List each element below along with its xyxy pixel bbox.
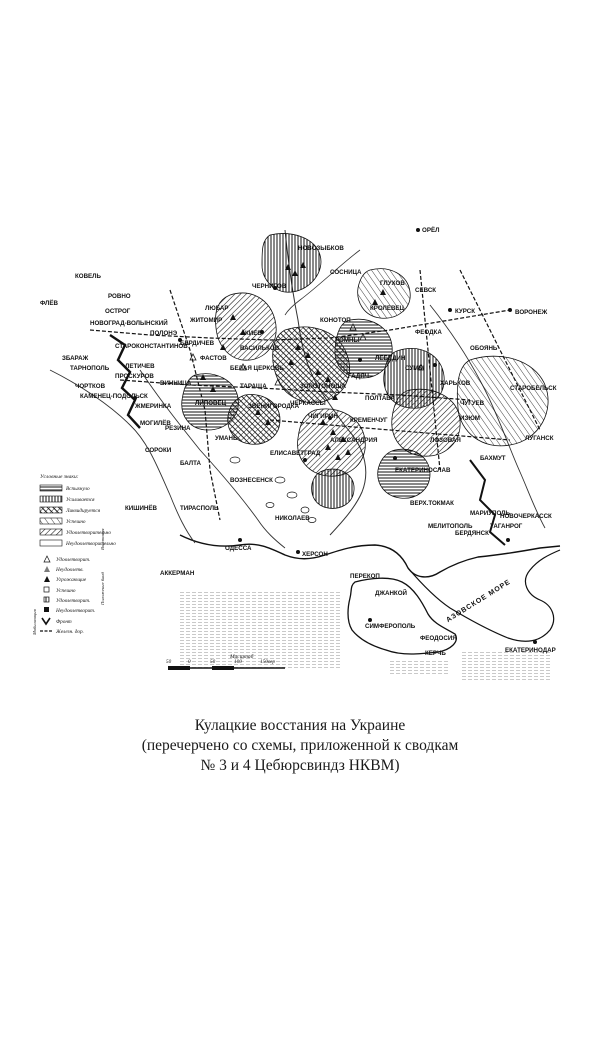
city-label: ЧЕРКАССЫ <box>290 400 326 407</box>
city-label: ВОРОНЕЖ <box>515 309 548 316</box>
city-label: ЕКАТЕРИНОДАР <box>505 647 556 654</box>
city-label: ЕКАТЕРИНОСЛАВ <box>395 467 451 474</box>
scale-tick: 100 <box>234 659 242 665</box>
legend-symbol: Неудовлетворит. <box>56 608 96 614</box>
city-label: ЛУГАНСК <box>525 435 554 442</box>
city-label: ЖМЕРИНКА <box>135 403 172 410</box>
city-label: КЕРЧЬ <box>425 650 446 657</box>
city-label: ЛОЗОВАЯ <box>430 437 461 444</box>
city-label: МАРИУПОЛЬ <box>470 510 510 517</box>
city-label: КОВЕЛЬ <box>75 273 101 280</box>
city-label: ЕЛИСАВЕТГРАД <box>270 450 321 457</box>
city-label: КИЕВ <box>245 330 262 337</box>
city-label: ЗОЛОТОНОША <box>300 383 347 390</box>
legend-item: Усиливается <box>66 497 95 503</box>
city-label: ВИННИЦА <box>160 380 192 387</box>
scale-tick: 0 <box>188 659 191 665</box>
city-label: ТАРНОПОЛЬ <box>70 365 110 372</box>
legend-symbol: Неудовлетв. <box>56 567 84 573</box>
caption-line: Кулацкие восстания на Украине <box>194 717 406 734</box>
legend-symbol: Фронт <box>56 619 72 625</box>
legend-item: Вспыхнуло <box>66 486 90 492</box>
city-label: СОСНИЦА <box>330 269 362 276</box>
city-label: ПОЛТАВА <box>365 395 395 402</box>
city-label: АККЕРМАН <box>160 570 195 577</box>
city-label: МОГИЛЁВ <box>140 420 171 427</box>
city-label: ФАСТОВ <box>200 355 227 362</box>
city-label: СТАРОБЕЛЬСК <box>510 385 557 392</box>
city-label: АЛЕКСАНДРИЯ <box>330 437 378 444</box>
city-label: ЛЕТИЧЕВ <box>125 363 155 370</box>
figure-caption <box>0 716 600 776</box>
city-label: ОДЕССА <box>225 545 252 552</box>
city-label: ЗВЕНИГОРОДКА <box>248 403 300 410</box>
sea-label: АЗОВСКОЕ МОРЕ <box>445 578 513 625</box>
city-label: КОНОТОП <box>320 317 351 324</box>
city-label: ЧЕРНИГОВ <box>252 283 287 290</box>
city-label: ПРОСКУРОВ <box>115 373 154 380</box>
legend-item: Ликвидируется <box>66 508 101 514</box>
city-label: СЕВСК <box>415 287 437 294</box>
city-label: БЕРДЯНСК <box>455 530 489 537</box>
city-label: ЧУГУЕВ <box>460 400 485 407</box>
city-label: ФЛЁВ <box>40 300 58 307</box>
city-label: ТИРАСПОЛЬ <box>180 505 219 512</box>
legend-symbol: Успешно <box>56 588 76 594</box>
map-svg <box>30 210 580 700</box>
city-label: БЕЛАЯ ЦЕРКОВЬ <box>230 365 284 372</box>
city-label: СОРОКИ <box>145 447 172 454</box>
scale-tick: 150вер <box>260 659 275 665</box>
city-label: СТАРОКОНСТАНТИНОВ <box>115 343 188 350</box>
city-label: ТАРАЩА <box>240 383 267 390</box>
city-label: БАХМУТ <box>480 455 506 462</box>
city-label: ГЛУХОВ <box>380 280 405 287</box>
city-label: ДЖАНКОЙ <box>375 590 407 597</box>
city-label: ОБОЯНЬ <box>470 345 498 352</box>
city-label: НОВОГРАД-ВОЛЫНСКИЙ <box>90 320 168 327</box>
legend-item: Удовлетворительно <box>66 530 111 536</box>
city-label: РОМНЫ <box>335 337 360 344</box>
city-label: ПОЛОНЭ <box>150 330 178 337</box>
scale-title: Масштаб <box>230 654 254 660</box>
city-label: ВЕРХ.ТОКМАК <box>410 500 454 507</box>
scale-tick: 50 <box>210 659 216 665</box>
city-label: ЧОРТКОВ <box>75 383 106 390</box>
city-label: БАЛТА <box>180 460 201 467</box>
city-label: ЛИПОВЕЦ <box>195 400 227 407</box>
city-label: ОСТРОГ <box>105 308 131 315</box>
city-label: ВАСИЛЬКОВ <box>240 345 280 352</box>
legend-group-label: Восстания <box>100 528 105 550</box>
legend-item: Неудовлетворительно <box>66 541 116 547</box>
city-label: КРОЛЕВЕЦ <box>370 305 405 312</box>
city-label: ЧИГИРИН <box>308 413 338 420</box>
coastline <box>180 535 560 577</box>
city-label: КУРСК <box>455 308 475 315</box>
city-label: ЗБАРАЖ <box>62 355 89 362</box>
city-label: СУМЫ <box>405 365 425 372</box>
city-label: ФЕОДОСИЯ <box>420 635 457 642</box>
city-label: КИШИНЁВ <box>125 505 157 512</box>
caption-line: (перечерчено со схемы, приложенной к сводкам <box>141 737 459 754</box>
city-label: СИМФЕРОПОЛЬ <box>365 623 416 630</box>
city-label: НОВОЧЕРКАССК <box>500 513 552 520</box>
city-label: НИКОЛАЕВ <box>275 515 310 522</box>
legend-symbol: Железн. дор. <box>56 629 84 635</box>
legend-title: Условные знаки: <box>40 474 79 480</box>
city-label: ВОЗНЕСЕНСК <box>230 477 273 484</box>
city-label: НОВОЗЫБКОВ <box>298 245 344 252</box>
legend-symbol: Угрожающие <box>56 577 87 583</box>
city-label: РОВНО <box>108 293 131 300</box>
city-label: ХЕРСОН <box>302 551 328 558</box>
city-label: ХАРЬКОВ <box>440 380 471 387</box>
legend <box>32 474 116 636</box>
city-label: ЛЮБАР <box>205 305 229 312</box>
city-label: БЕРДИЧЕВ <box>180 340 215 347</box>
city-label: КРЕМЕНЧУГ <box>350 417 388 424</box>
city-label: ФЕОДКА <box>415 329 442 336</box>
uprising-map <box>30 210 580 700</box>
city-label: ЖИТОМИР <box>190 317 223 324</box>
caption-line: № 3 и 4 Цебюрсвиндз НКВМ) <box>200 757 400 774</box>
city-label: ЛЕБЕДИН <box>375 355 406 362</box>
city-label: УМАНЬ <box>215 435 238 442</box>
legend-symbol: Удовлетворит. <box>56 557 91 563</box>
city-label: МЕЛИТОПОЛЬ <box>428 523 473 530</box>
city-label: ГАДЯЧ <box>348 373 370 380</box>
city-label: ПЕРЕКОП <box>350 573 380 580</box>
city-label: ИЗЮМ <box>460 415 480 422</box>
legend-group-label: Положение банд <box>100 572 105 605</box>
city-label: ОРЁЛ <box>422 227 440 234</box>
band-ovals <box>230 457 316 523</box>
city-label: ТАГАНРОГ <box>490 523 523 530</box>
legend-item: Успешно <box>66 519 86 525</box>
legend-group-label: Мобилизация <box>32 609 37 635</box>
city-label: КАМЕНЕЦ-ПОДОЛЬСК <box>80 393 148 400</box>
scale-tick: 50 <box>166 659 172 665</box>
legend-symbol: Удовлетворит. <box>56 598 91 604</box>
city-label: РЕЗИНА <box>165 425 191 432</box>
